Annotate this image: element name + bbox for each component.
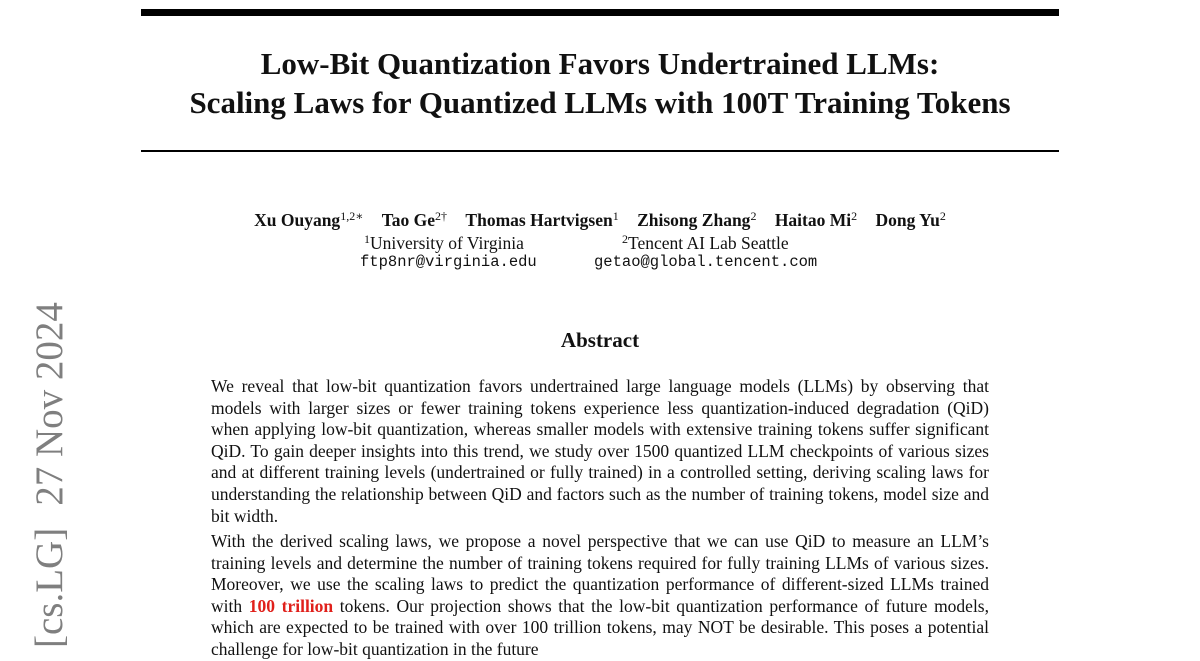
affiliation-2: $^2$Tencent AI Lab Seattle (622, 232, 789, 253)
abstract-paragraph-2: With the derived scaling laws, we propose a novel perspective that we can use QiD to measure an LLM’s training levels and determine the number of training tokens required for fully training LLMs of various sizes. Moreover, we use the scaling laws to predict the quantization performance of different-sized LLMs trained with 100 trillion tokens. Our projection shows that the low-bit quantization performance of future models, which are expected to be trained with over 100 trillion tokens, may NOT be desirable. This poses a potential challenge for low-bit quantization in the future (211, 531, 989, 659)
arxiv-date: 27 Nov 2024 (28, 302, 71, 506)
paper-title (141, 44, 1059, 122)
email-1[interactable]: ftp8nr@virginia.edu (360, 253, 537, 271)
author: Haitao Mi$^2$ (774, 209, 858, 230)
author: Xu Ouyang$^{1,2∗}$ (254, 209, 364, 230)
author: Tao $Ge^{2\dagger}$ (381, 209, 448, 230)
abstract-heading: Abstract (560, 328, 640, 352)
author: Thomas Hartvigsen$^1$ (465, 209, 619, 230)
abstract-paragraph-1: We reveal that low-bit quantization favors undertrained large language models (LLMs) by observing that models with larger sizes or fewer training tokens experience less quantization-induced degradation (QiD) when applying low-bit quantization, whereas smaller models with extensive training tokens suffer significant QiD. To gain deeper insights into this trend, we study over 1500 quantized LLM checkpoints of various sizes and at different training levels (undertrained or fully trained) in a controlled setting, deriving scaling laws for understanding the relationship between QiD and factors such as the number of training tokens, model size and bit width. (211, 376, 989, 526)
email-2[interactable]: getao@global.tencent.com (594, 253, 818, 271)
title-line-1: Low-Bit Quantization Favors Undertrained LLMs: (260, 46, 940, 81)
highlight-100-trillion: 100 trillion (248, 595, 334, 616)
author: Zhisong Zhang$^2$ (637, 209, 757, 230)
arxiv-category: [cs.LG] (28, 527, 71, 648)
title-bottom-rule (141, 150, 1059, 152)
author: Dong Yu$^2$ (875, 209, 946, 230)
title-top-rule (141, 9, 1059, 16)
arxiv-side-stamp (30, 302, 70, 648)
author-list (141, 205, 1059, 231)
affiliation-1: $^1$University of Virginia (364, 232, 524, 253)
title-line-2: Scaling Laws for Quantized LLMs with 100T Training Tokens (189, 85, 1011, 120)
